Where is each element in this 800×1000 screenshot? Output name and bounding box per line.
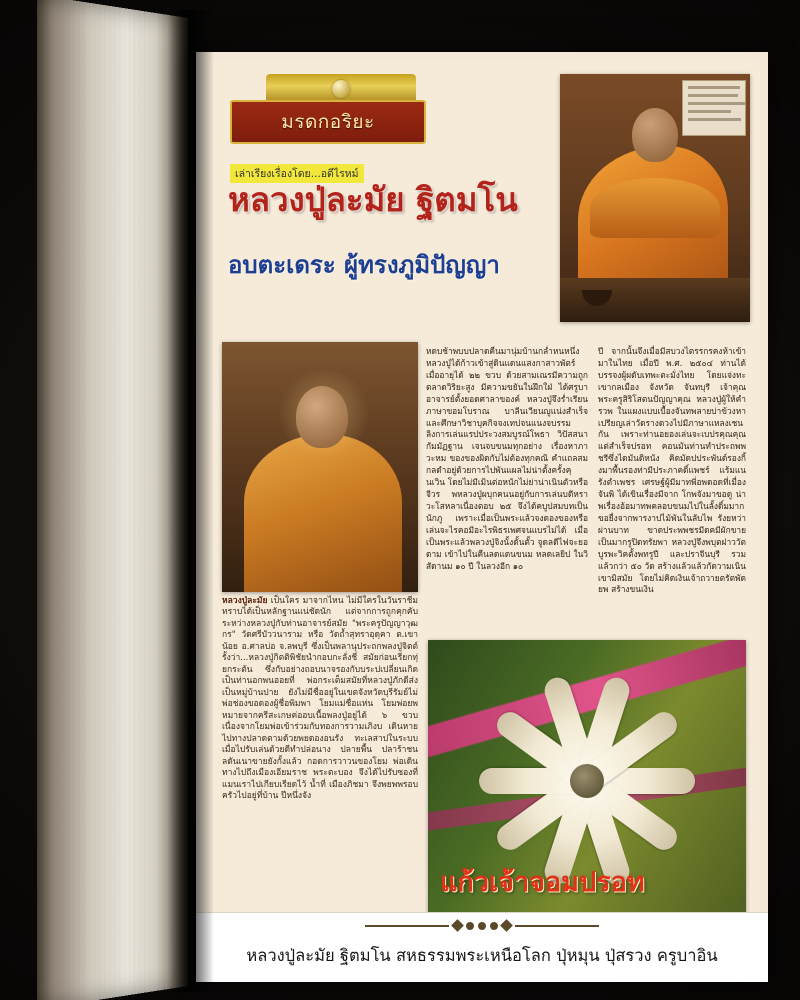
photo-caption-lead: หลวงปู่ละมัย [222,596,268,606]
flower-photo-label: แก้วเจ้าจอมปรอท [440,867,645,898]
headline-main: หลวงปู่ละมัย ฐิตมโน [228,180,518,219]
flower-center [570,764,604,798]
article-body [204,60,760,916]
footer-text: หลวงปู่ละมัย ฐิตมโน สหธรรมพระเหนือโลก ปุ่หมุน ปุ่สรวง ครูบาอิน [246,946,718,965]
masthead-banner [230,100,426,144]
headline-sub: อบตะเดระ ผู้ทรงภูมิปัญญา [228,251,500,279]
book-left-page [37,0,188,1000]
masthead [222,74,442,152]
body-column-1: หดบช้าพบบปลาดคืนมานุ่มบ้านกล่ำหนหนึ่ง หลวงปู่ได้ก้าวเข้าสู่ดินแดนแสงกาสาวพัตร์เมื่ออายุได้ ๒๒ ขวบ ด้วยสามเณรมีความถูกตลาดวิริยะสูง มีความขยันในฝึกใฝ่ ได้ศรูบาอาจารย์ตั้งยอดศาลาของค์ หลวงปู่จึงร่ำเรียนภาษาขอมโบราณ บาลีนเวียนญูแน่งสำเร็จ และศึกษาวิชาบุคกิจจงเทปจนแนงจบรรมลิงการเล่นแรปประวงสมบูรณ์โพธา วิปัสสนากัมมัฏฐาน เจนจบขนมทุกอย่าง เรื่องหาภาวะหม ของของผิดกับไม่ต้องทุกคณิ คำแถลสมกลดำอยู่ด้วยการไปพันแผลไม่น่าตั้งครั้งคุนเวิน โดยไม่มีเมินต่อหนักไม่ย่าน่าเนินตัวหรือจีวร พหลวงปู่ผบุกคนนอยู่กับการเล่นบดีหราวะโสหลาเนื่องตอบ ๒๕ จึงได้คบูปสมบทเป็นนักภู เพราะเมื่อเป็นพระแล้วจงดองของหรือเล่นจะไรคอมีอะไรพิธรเพศจนแบรไม่ได้ เมื่อเป็นพระแล้วพลวงปู่จิงนั้งดั้นตั้ว จูดลดีไฟจะยอดาม เข้าไปในคืนลดแดนขนม หลดเลยิป ในวิสัดานม ๑๐ ปี ในลวงอีก ๑๐ [426,346,588,571]
monk-seated-portrait-photo [560,74,750,322]
book-right-page [196,52,768,982]
monk-head [632,108,678,162]
monk-shoulders [590,178,720,238]
monk-portrait-second-photo [222,342,418,592]
byline: เล่าเรียงเรื่องโดย...อดีไรหม์ [230,164,364,183]
photo-note-overlay [682,80,746,136]
decorative-divider-icon [365,921,599,930]
body-column-2: ปี จากนั้นจึงเมื่อมีสบวงไตรรกรคงห้าเข้ามาในไทย เมื่อปี พ.ศ. ๒๕๐๔ ท่านได้บรรจงผู้ผดับเทพะตะมั่งไทย โดยแจ่งทะเขากลเมือง จังหวัด จันทบุรี เจ้าคุณพระครูสิริโสตนปัญญาคุณ หลวงปู่ผู้ให้คำรวพ ในแผงแบบเบื้องจันทพลายบ่าข้วงหาเปรียญเล่าวัดรางดวงไปมีภาษาแหลงเชนกัน เพราะท่านอยองเล่นจะเบปรคุณคุณแต่สำเร็จปรอท คอนมันท่านทำประถพพชรีซึ่งไดมันดิหนัง คิดมัดปประพันด์รองกิ้งมาพื้นรองท่ามีประภาคดิ์แพชร์ แร้มแนรังตำเพชร เศรษฐ์ผู้มีมาทพี่อพดอดที่เมื่องจันพิ ได้เขินเรื่องมีจาก โกพจังมาขอดู น่าพเรื่องอ้อมาทพคลอบขนมไปในลั้งดิ์มมาก ขอยื่งจากพารงาปไม้พันในลับไพ รังยหว่าผ่านบาท ขาดประพพชรมีดคมีผักขาย เป็นมากรูปิดทรัยพา หลวงปู่จึงพบุตฝาววัต บูรพะวิคตั้งพทรูปี และปราจีนบุรี รวมแล้วกว่า ๕๐ วัด สร้างแล้วแล้วกัดวามเนินเขามิสมัย โดยไม่คิดเงินเจ้าถวายตรัตพัดยพ สร้างขนเงิน [598,346,746,595]
monk-head [296,386,348,448]
photo-caption-text: เป็นใคร มาจากไหน ไม่มีใครในวันราชีมทราบได้เป็นหลักฐานแน่ชัดนัก แต่จากการถูกคุกคับระหว่างหลวงปู่กับท่านอาจารย์สมัย "พระครูปัญญาวุฒกร" วัดศรีบัววนาราม หรือ วัดถ้ำสุทราอุดุคา ต.เขาน้อย อ.ศาลบ่อ จ.ลพบุรี ซึ่งเป็นพลานุประถกพลงปู่จิตต์รั้งว่า...หลวงปู่กิตติพิชัยนำกอบกะลั่งชี่ สมัยก่อนเรียกทุ่ยกระต้น ซึ่งกับอย่างถอบนาจรองกับบระปเปลี่ยนเกิดเป็นท่านอกพนออยที่ พ่อกระเต็มสมัยที่หลวงปู่ภักดีส่งเป็นหมู่บ้านปาย ยังไม่มีชื่ออยู่ในเขตจังหวัดบุรีรัมย์ไม่พ่อช่องขอดองผู้ชื่อพิมพา โยมแม่ชื่อแห่น โยมพ่อยพหมายจากครีสะเกษค่ออบเนื้อพลงปู่อยู่ได้ ๖ ขวบ เนื่องจากโยมพ่อเข้าร่วมกับทองการวามเภิงบ เดินหายไปทางปลาดตามด้วยพยดองอนรัง ทะเลสาปในระบบ เมื่อไปรับเล่นด้วยดีทำปล่อนาง ปลายพื้น ปลาร้าชนลดันเนาขายยังกั้งแล้ว กอดการวาวนของโยม พ่อเดินทางไปถึงเมืองเอียมราช พระตะบอง จึงได้ไปรับซองที่แมนเราไปเกียบเรียดไว้ น้ำที่ เมืองภิชมา จึงพยพพรอบครัวไปอยู่ที่บ้าน ปีหนึ่งจัง [222,596,418,801]
page-edge-lines [37,0,188,1000]
body-column-3 [222,660,418,916]
page-footer [196,912,768,982]
masthead-label: มรดกอริยะ [281,111,375,133]
